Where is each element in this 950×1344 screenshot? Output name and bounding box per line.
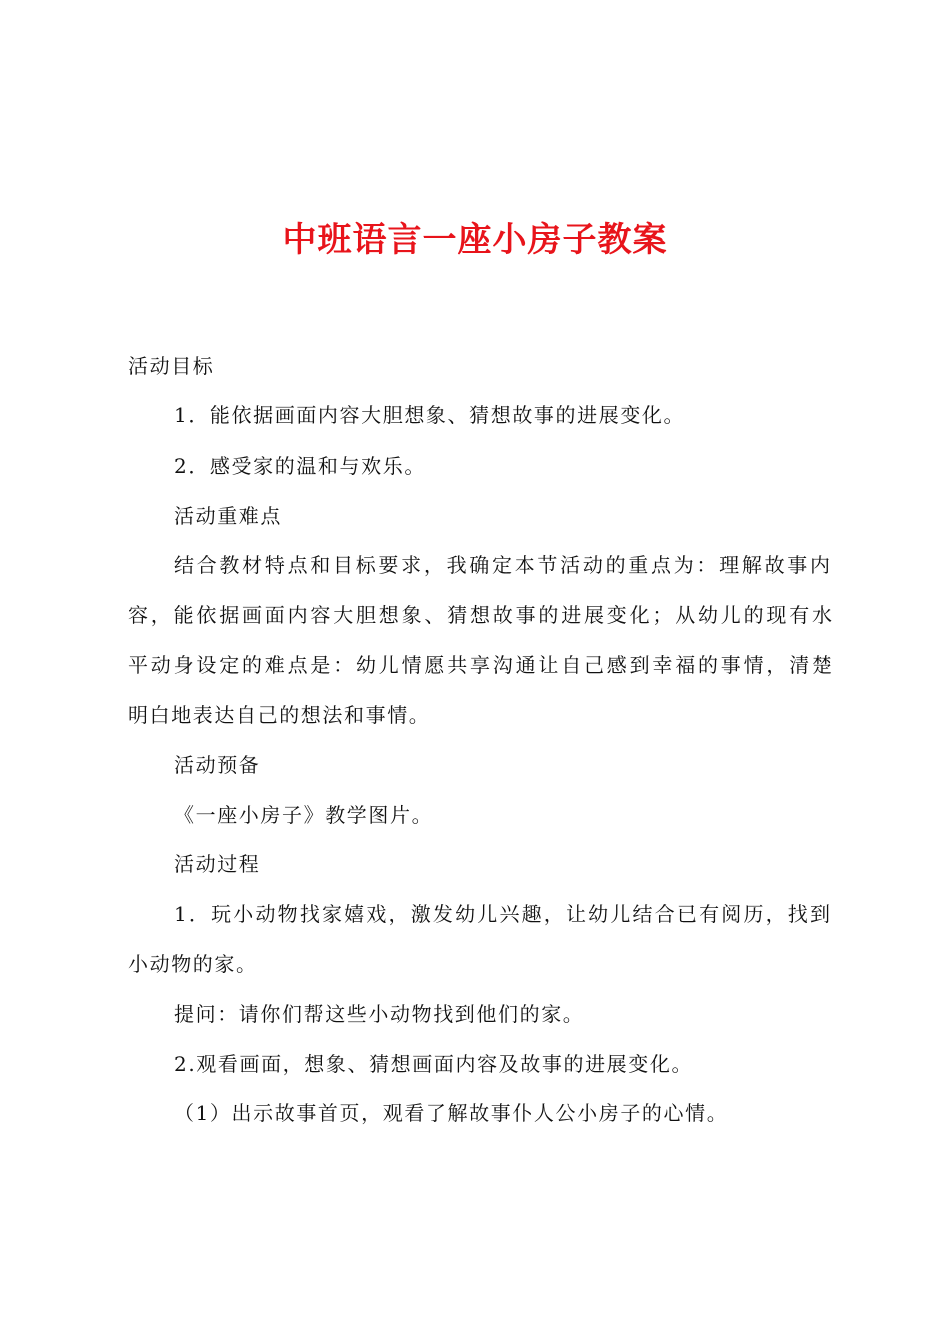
paragraph-line: 2．感受家的温和与欢乐。 <box>174 454 426 478</box>
paragraph-line: 平动身设定的难点是：幼儿情愿共享沟通让自己感到幸福的事情，清楚 <box>128 653 832 677</box>
paragraph-line: 1．玩小动物找家嬉戏，激发幼儿兴趣，让幼儿结合已有阅历，找到 <box>174 902 830 926</box>
paragraph-line: 2.观看画面，想象、猜想画面内容及故事的进展变化。 <box>174 1052 694 1076</box>
paragraph-line: 明白地表达自己的想法和事情。 <box>128 703 431 727</box>
section-heading-preparation: 活动预备 <box>174 753 261 777</box>
paragraph-line: 提问：请你们帮这些小动物找到他们的家。 <box>174 1002 585 1026</box>
paragraph-line: 1．能依据画面内容大胆想象、猜想故事的进展变化。 <box>174 403 686 427</box>
paragraph-line: 容，能依据画面内容大胆想象、猜想故事的进展变化；从幼儿的现有水 <box>128 603 832 627</box>
section-heading-key-points: 活动重难点 <box>174 504 282 528</box>
paragraph-line: 结合教材特点和目标要求，我确定本节活动的重点为：理解故事内 <box>174 553 830 577</box>
document-title: 中班语言一座小房子教案 <box>282 220 668 260</box>
paragraph-line: （1）出示故事首页，观看了解故事仆人公小房子的心情。 <box>174 1101 729 1125</box>
paragraph-line: 《一座小房子》教学图片。 <box>174 803 434 827</box>
section-heading-process: 活动过程 <box>174 852 261 876</box>
section-heading-goals: 活动目标 <box>128 354 215 378</box>
paragraph-line: 小动物的家。 <box>128 952 258 976</box>
